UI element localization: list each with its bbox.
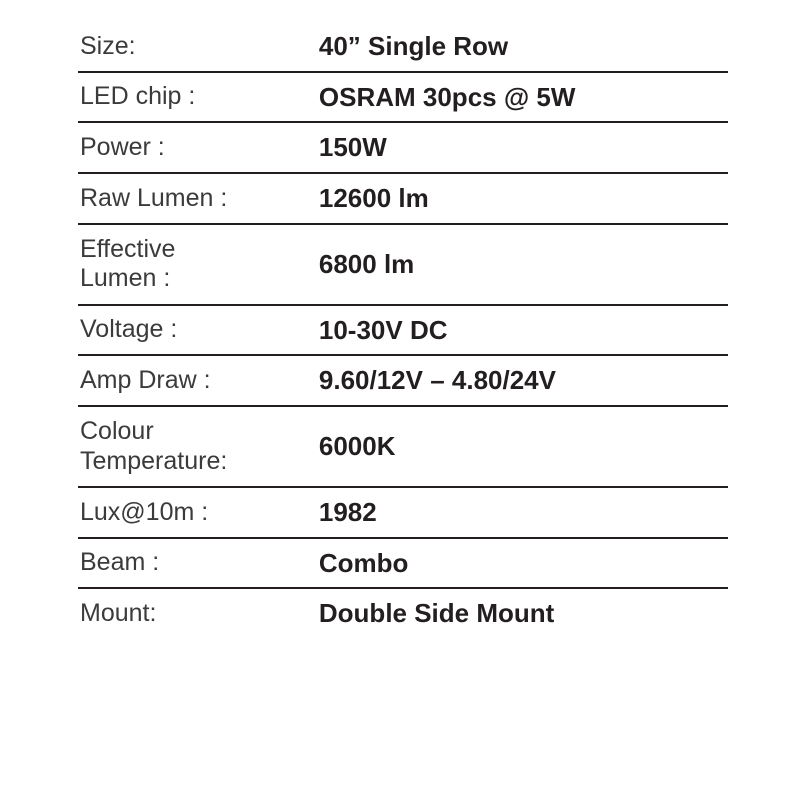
spec-label: Amp Draw :	[80, 365, 211, 394]
spec-value: Double Side Mount	[318, 598, 555, 629]
spec-label: LED chip :	[80, 82, 196, 111]
table-row	[78, 224, 728, 305]
spec-value: 6000K	[318, 431, 396, 462]
spec-label: Raw Lumen :	[80, 183, 228, 212]
table-row	[78, 588, 728, 638]
spec-value: Combo	[318, 547, 409, 578]
spec-label-line2: Lumen :	[80, 264, 171, 293]
table-row	[78, 487, 728, 538]
spec-label	[78, 224, 315, 305]
spec-value: 1982	[318, 497, 377, 528]
spec-label-line1: Effective	[80, 234, 176, 263]
spec-value: 40” Single Row	[318, 31, 509, 61]
spec-label: Mount:	[80, 598, 157, 627]
spec-label: Beam :	[80, 548, 160, 577]
table-row	[78, 355, 728, 406]
spec-value: 9.60/12V – 4.80/24V	[318, 365, 556, 396]
spec-label: Size:	[80, 31, 136, 60]
table-row	[78, 22, 728, 72]
spec-value: OSRAM 30pcs @ 5W	[318, 81, 576, 112]
table-row	[78, 122, 728, 173]
spec-label: Lux@10m :	[80, 497, 209, 526]
spec-label: Power :	[80, 132, 165, 161]
spec-value: 150W	[318, 132, 387, 163]
specifications-table	[78, 22, 728, 638]
spec-label: Voltage :	[80, 315, 178, 344]
spec-value: 6800 lm	[318, 248, 415, 279]
spec-label-line2: Temperature:	[80, 446, 228, 475]
spec-value: 10-30V DC	[318, 314, 448, 345]
table-row	[78, 538, 728, 589]
spec-label	[78, 406, 315, 487]
spec-value: 12600 lm	[318, 183, 429, 214]
table-row	[78, 406, 728, 487]
table-row	[78, 72, 728, 123]
table-row	[78, 305, 728, 356]
spec-label-line1: Colour	[80, 417, 154, 446]
table-row	[78, 173, 728, 224]
